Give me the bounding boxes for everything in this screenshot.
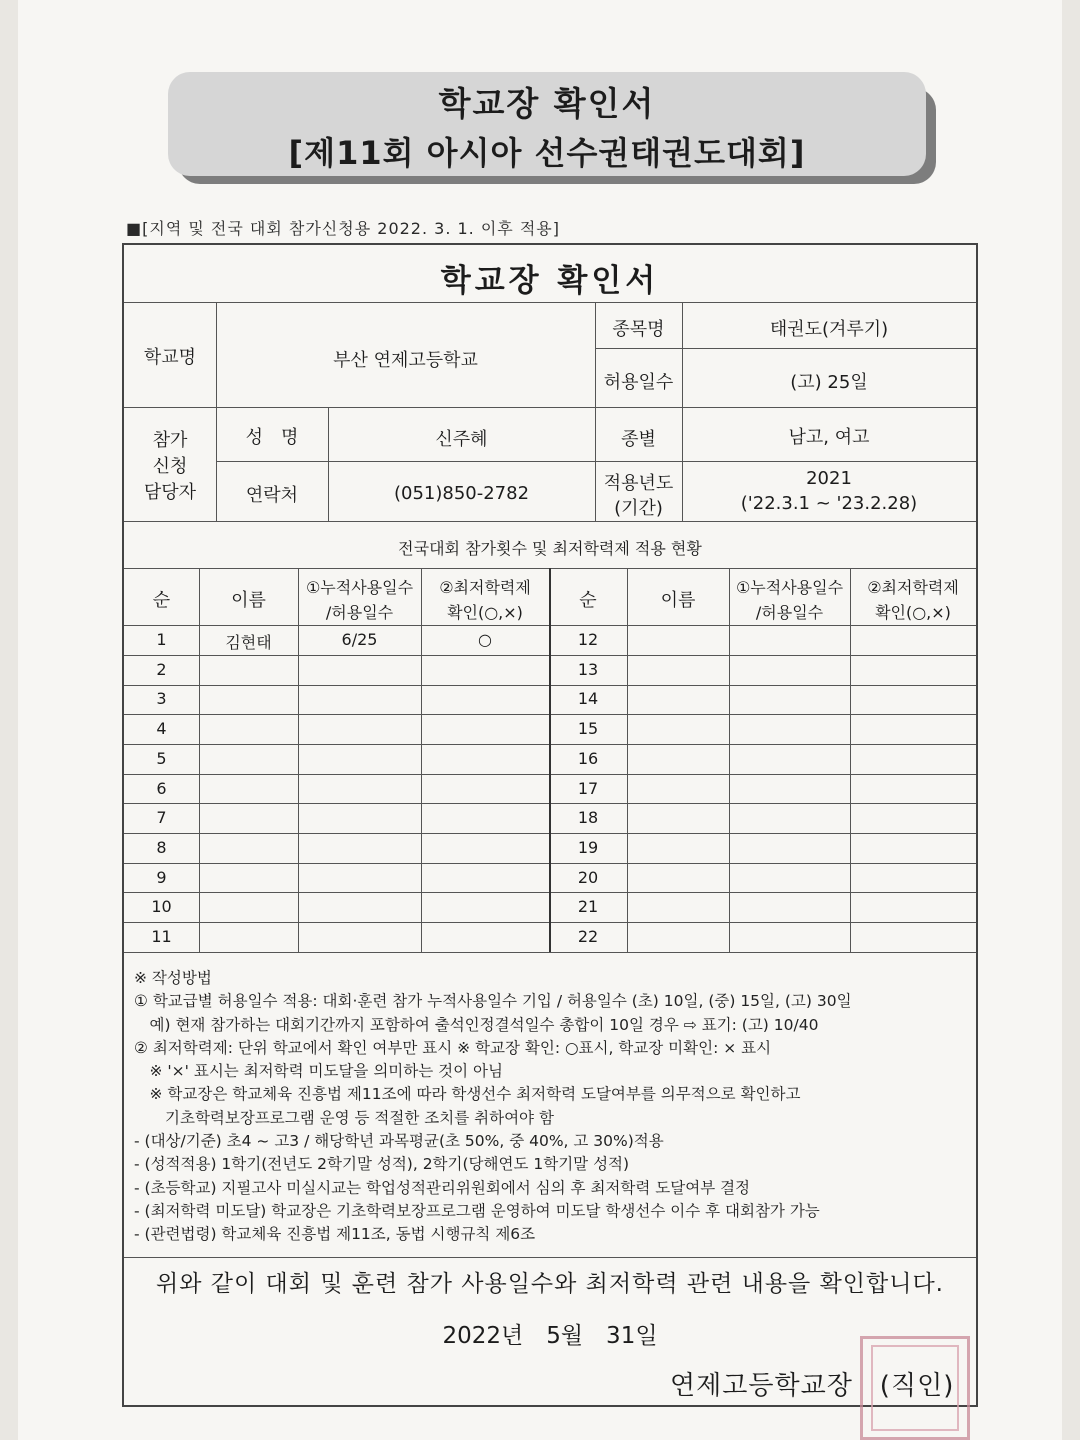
right-row-no: 18 (577, 808, 599, 828)
contact-value: (051)850-2782 (393, 483, 530, 504)
issue-date: 2022년 5월 31일 (442, 1323, 658, 1349)
col-name-left: 이름 (231, 590, 266, 611)
category-value: 남고, 여고 (788, 427, 870, 448)
note-line: ※ '×' 표시는 최저학력 미도달을 의미하는 것이 아님 (134, 1062, 503, 1081)
right-row-no: 16 (577, 748, 599, 768)
col-days-right-2: /허용일수 (755, 603, 824, 622)
note-line: ※ 학교장은 학교체육 진흥법 제11조에 따라 학생선수 최저학력 도달여부를 의무적으로 확인하고 (134, 1085, 801, 1104)
note-line: ① 학교급별 허용일수 적용: 대회·훈련 참가 누적사용일수 기입 / 허용일수 (초) 10일, (중) 15일, (고) 30일 (134, 992, 852, 1011)
left-row-no: 6 (156, 778, 167, 798)
event-label: 종목명 (612, 319, 665, 340)
school-name-label: 학교명 (143, 347, 197, 368)
left-row-no: 11 (151, 927, 172, 946)
manager-label-1: 참가 (152, 430, 188, 451)
left-row-no: 5 (156, 748, 167, 768)
event-value: 태권도(겨루기) (769, 319, 889, 340)
right-row-no: 22 (577, 927, 599, 946)
left-row-no: 10 (151, 897, 172, 917)
left-row-no: 2 (156, 659, 167, 679)
banner-title: 학교장 확인서 (438, 84, 656, 123)
allowed-days-value: (고) 25일 (790, 372, 868, 393)
right-row-no: 21 (577, 897, 599, 917)
note-line: ※ 작성방법 (134, 969, 212, 987)
manager-label-2: 신청 (152, 456, 188, 477)
note-line: - (대상/기준) 초4 ~ 고3 / 해당학년 과목평균(초 50%, 중 40%, 고 30%)적용 (134, 1132, 664, 1151)
title-banner (168, 72, 926, 176)
right-row-no: 14 (577, 689, 599, 709)
allowed-days-label: 허용일수 (603, 372, 674, 393)
right-row-no: 19 (577, 837, 599, 857)
manager-label-3: 담당자 (143, 482, 197, 503)
note-line: 기초학력보장프로그램 운영 등 적절한 조치를 취하여야 함 (134, 1108, 554, 1127)
school-name-value: 부산 연제고등학교 (333, 350, 478, 371)
official-seal (860, 1336, 970, 1440)
year-value: 2021 (806, 468, 852, 489)
person-name-value: 신주혜 (435, 429, 488, 450)
year-label-2: (기간) (614, 498, 663, 519)
principal-signature: 연제고등학교장 (직인) (670, 1371, 955, 1401)
left-row-days: 6/25 (341, 630, 378, 649)
right-row-no: 17 (577, 778, 599, 798)
form-title: 학교장 확인서 (440, 263, 660, 299)
col-days-right-1: ①누적사용일수 (735, 578, 844, 597)
col-check-right-1: ②최저학력제 (867, 578, 959, 597)
col-check-left-1: ②최저학력제 (439, 578, 531, 597)
left-row-no: 7 (156, 808, 167, 828)
right-row-no: 12 (577, 630, 599, 649)
left-row-no: 1 (156, 630, 167, 649)
person-name-label: 성 명 (245, 427, 299, 448)
col-no-left: 순 (152, 590, 171, 611)
contact-label: 연락처 (245, 485, 299, 506)
left-row-check: ○ (478, 630, 492, 649)
left-row-name: 김현태 (225, 633, 272, 652)
col-check-right-2: 확인(○,×) (875, 603, 951, 622)
status-table-title: 전국대회 참가횟수 및 최저학력제 적용 현황 (398, 539, 702, 558)
category-label: 종별 (621, 429, 656, 450)
applies-note: ■[지역 및 전국 대회 참가신청용 2022. 3. 1. 이후 적용] (126, 219, 561, 238)
col-check-left-2: 확인(○,×) (447, 603, 523, 622)
left-row-no: 3 (156, 689, 167, 709)
left-row-no: 8 (156, 837, 167, 857)
note-line: - (초등학교) 지필고사 미실시교는 학업성적관리위원회에서 심의 후 최저학력 도달여부 결정 (134, 1178, 751, 1197)
right-row-no: 20 (577, 867, 599, 887)
confirmation-form (122, 243, 978, 1407)
note-line: - (최저학력 미도달) 학교장은 기초학력보장프로그램 운영하여 미도달 학생선수 이수 후 대회참가 가능 (134, 1201, 820, 1220)
period-value: ('22.3.1 ~ '23.2.28) (740, 493, 918, 514)
right-row-no: 13 (577, 659, 599, 679)
col-days-left-1: ①누적사용일수 (305, 578, 414, 597)
col-no-right: 순 (579, 590, 597, 611)
note-line: - (성적적용) 1학기(전년도 2학기말 성적), 2학기(당해연도 1학기말 성적) (134, 1155, 630, 1174)
banner-subtitle: [제11회 아시아 선수권태권도대회] (288, 134, 806, 172)
col-days-left-2: /허용일수 (325, 603, 394, 622)
note-line: ② 최저학력제: 단위 학교에서 확인 여부만 표시 ※ 학교장 확인: ○표시, 학교장 미확인: × 표시 (134, 1038, 772, 1057)
note-line: - (관련법령) 학교체육 진흥법 제11조, 동법 시행규칙 제6조 (134, 1225, 536, 1244)
left-row-no: 4 (156, 719, 167, 739)
right-row-no: 15 (577, 719, 599, 739)
year-label-1: 적용년도 (603, 473, 674, 494)
confirmation-statement: 위와 같이 대회 및 훈련 참가 사용일수와 최저학력 관련 내용을 확인합니다. (156, 1271, 944, 1297)
note-line: 예) 현재 참가하는 대회기간까지 포함하여 출석인정결석일수 총합이 10일 경우 ⇨ 표기: (고) 10/40 (134, 1015, 819, 1034)
left-row-no: 9 (156, 867, 167, 887)
writing-instructions (134, 967, 979, 1247)
col-name-right: 이름 (660, 590, 696, 611)
